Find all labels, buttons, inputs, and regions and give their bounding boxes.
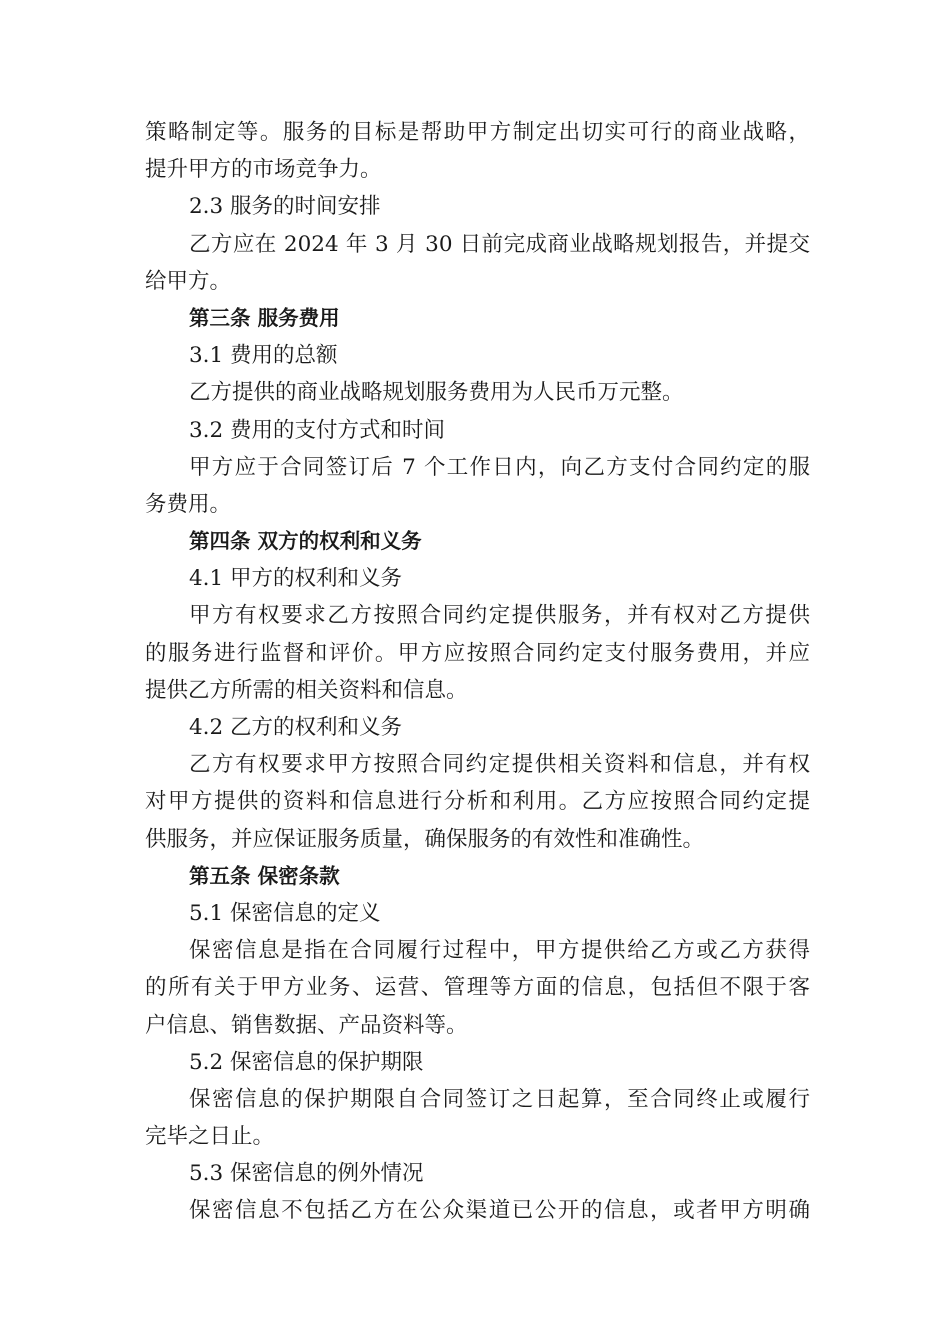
paragraph-line: 保密信息是指在合同履行过程中，甲方提供给乙方或乙方获得	[189, 938, 810, 964]
section-heading: 第三条 服务费用	[189, 305, 340, 330]
paragraph-line: 提供乙方所需的相关资料和信息。	[145, 677, 468, 703]
paragraph-line: 对甲方提供的资料和信息进行分析和利用。乙方应按照合同约定提	[145, 789, 810, 815]
paragraph-line: 乙方应在 2024 年 3 月 30 日前完成商业战略规划报告，并提交	[189, 231, 810, 257]
paragraph-line: 完毕之日止。	[145, 1124, 275, 1150]
section-heading: 第五条 保密条款	[189, 863, 340, 888]
paragraph-line: 务费用。	[145, 491, 232, 517]
paragraph-line: 乙方提供的商业战略规划服务费用为人民币万元整。	[189, 380, 684, 406]
paragraph-line: 保密信息的保护期限自合同签订之日起算，至合同终止或履行	[189, 1086, 810, 1112]
section-heading: 第四条 双方的权利和义务	[189, 529, 422, 554]
subsection-title: 5.2 保密信息的保护期限	[189, 1049, 424, 1075]
document-body	[145, 114, 810, 1230]
subsection-title: 3.1 费用的总额	[189, 343, 338, 369]
paragraph-line: 供服务，并应保证服务质量，确保服务的有效性和准确性。	[145, 826, 705, 852]
paragraph-line: 的所有关于甲方业务、运营、管理等方面的信息，包括但不限于客	[145, 975, 810, 1001]
subsection-title: 4.1 甲方的权利和义务	[189, 566, 403, 592]
subsection-title: 3.2 费用的支付方式和时间	[189, 417, 446, 443]
paragraph-line: 给甲方。	[145, 268, 232, 294]
paragraph-line: 提升甲方的市场竞争力。	[145, 157, 382, 183]
subsection-title: 5.1 保密信息的定义	[189, 900, 381, 926]
paragraph-line: 户信息、销售数据、产品资料等。	[145, 1012, 468, 1038]
subsection-title: 4.2 乙方的权利和义务	[189, 715, 403, 740]
paragraph-line: 甲方应于合同签订后 7 个工作日内，向乙方支付合同约定的服	[189, 454, 810, 480]
subsection-title: 2.3 服务的时间安排	[189, 194, 381, 220]
paragraph-line: 甲方有权要求乙方按照合同约定提供服务，并有权对乙方提供	[189, 603, 810, 629]
paragraph-line: 保密信息不包括乙方在公众渠道已公开的信息，或者甲方明确	[189, 1198, 810, 1224]
paragraph-line: 的服务进行监督和评价。甲方应按照合同约定支付服务费用，并应	[145, 640, 810, 666]
paragraph-line: 策略制定等。服务的目标是帮助甲方制定出切实可行的商业战略，	[145, 120, 810, 145]
subsection-title: 5.3 保密信息的例外情况	[189, 1161, 424, 1187]
paragraph-line: 乙方有权要求甲方按照合同约定提供相关资料和信息，并有权	[189, 752, 810, 778]
